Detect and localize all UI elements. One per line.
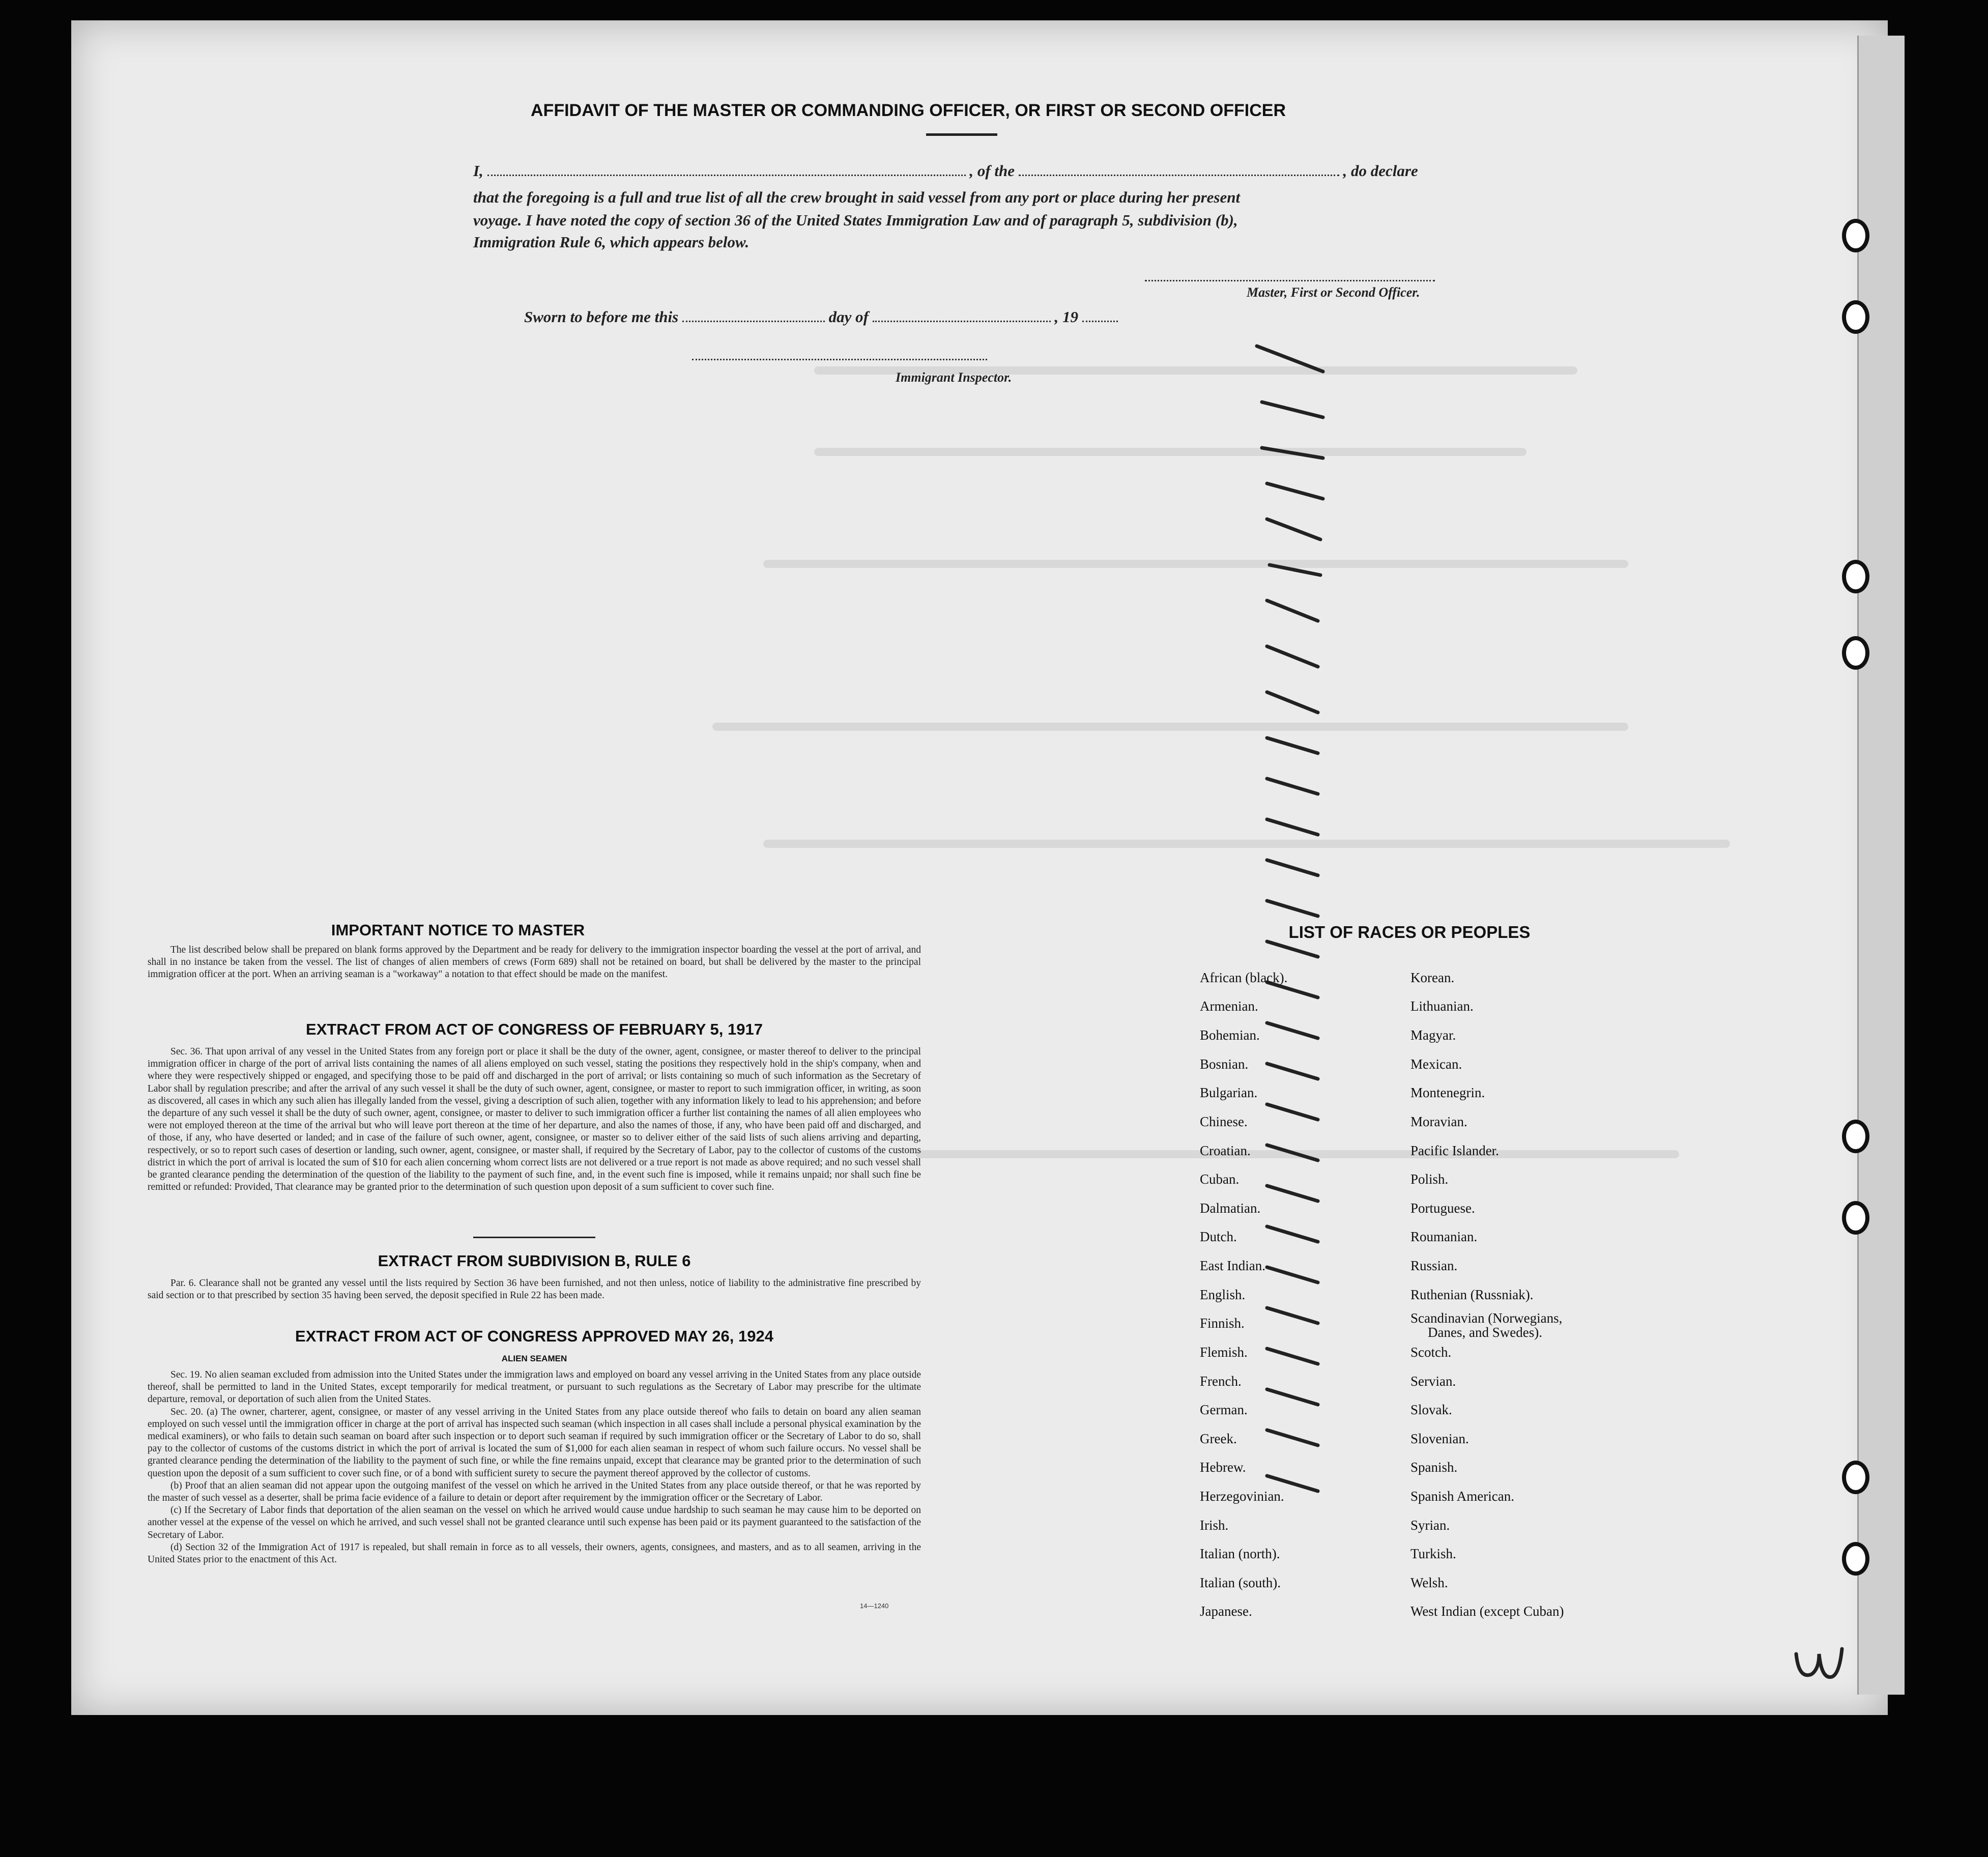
race-item: Italian (north).	[1200, 1546, 1280, 1561]
race-item: Spanish American.	[1410, 1489, 1514, 1504]
binder-hole	[1842, 1542, 1869, 1576]
affidavit-line4: Immigration Rule 6, which appears below.	[473, 233, 750, 251]
sworn-month-field[interactable]	[873, 321, 1051, 322]
race-item: Korean.	[1410, 970, 1455, 985]
races-heading: LIST OF RACES OR PEOPLES	[1288, 923, 1531, 941]
race-item: Hebrew.	[1200, 1460, 1246, 1475]
notice-text	[148, 944, 921, 981]
race-item: Bosnian.	[1200, 1056, 1249, 1072]
race-item: Scandinavian (Norwegians,	[1410, 1310, 1563, 1326]
binder-hole	[1842, 300, 1869, 334]
race-item: Italian (south).	[1200, 1575, 1281, 1590]
race-item: Polish.	[1410, 1172, 1449, 1187]
race-item: Servian.	[1410, 1374, 1456, 1389]
race-item: English.	[1200, 1287, 1246, 1302]
sworn-year: , 19	[1054, 308, 1078, 326]
binder-hole	[1842, 1461, 1869, 1494]
race-item: African (black).	[1200, 970, 1288, 985]
race-item: Dutch.	[1200, 1229, 1237, 1244]
extract-1917-heading: EXTRACT FROM ACT OF CONGRESS OF FEBRUARY 5, 1917	[306, 1020, 763, 1038]
race-item: Chinese.	[1200, 1114, 1248, 1129]
signature-line[interactable]	[1145, 280, 1435, 281]
form-number: 14—1240	[860, 1602, 889, 1610]
affidavit-i: I,	[473, 162, 483, 180]
binder-hole	[1842, 560, 1869, 593]
race-item: Slovak.	[1410, 1402, 1452, 1417]
sec36-paragraph: Sec. 36. That upon arrival of any vessel in the United States from any foreign port or place it shall be the duty of the owner, agent, consignee, or master thereof to deliver to the principal immigration officer in charge of the port of arrival lists containing the names of all aliens employed on such vessel, stating the positions they respectively hold in the ship's company, when and where they were respectively shipped or engaged, and specifying those to be paid off and discharged in the port of arrival; or lists containing so much of such information as the Secretary of Labor shall by regulation prescribe; and after the arrival of any such vessel it shall be the duty of such owner, agent, consignee, or master to report to such immigration officer, in writing, as soon as discovered, all cases in which any such alien has illegally landed from the vessel, giving a description of such alien, together with any information likely to lead to his apprehension; and before the departure of any such vessel it shall be the duty of such owner, agent, consignee, or master to deliver to such immigration officer a further list containing the names of all alien employees who were not employed thereon at the time of the arrival but who will leave port thereon at the time of her departure, and also the names of those, if any, who have been paid off and discharged, and of those, if any, who have deserted or landed; and in case of the failure of such owner, agent, consignee, or master so to deliver either of the said lists of such aliens arriving and departing, respectively, or so to report such cases of desertion or landing, such owner, agent, consignee, or master shall, if required by the Secretary of Labor, pay to the collector of customs of the customs district in which the port of arrival is located the sum of $10 for each alien concerning whom correct lists are not delivered or a true report is not made as above required; and no such vessel shall be granted clearance pending the determination of the question of the liability to the payment of such fine, and, in the event such fine is imposed, while it remains unpaid; nor shall such fine be remitted or refunded: Provided, That clearance may be granted prior to the determination of such question upon deposit of a sum sufficient to cover such fine.	[148, 1046, 921, 1193]
name-field[interactable]	[487, 175, 966, 176]
race-item: Finnish.	[1200, 1316, 1245, 1331]
page-edge	[1857, 36, 1905, 1695]
race-item: Herzegovinian.	[1200, 1489, 1284, 1504]
notice-paragraph: The list described below shall be prepared on blank forms approved by the Department and be ready for delivery to the immigration inspector boarding the vessel at the port of arrival, and shall in no instance be taken from the vessel. The list of changes of alien members of crews (Form 689) shall not be retained on board, but shall be delivered by the master to the principal immigration officer at the port. When an arriving seaman is a "workaway" a notation to that effect should be made on the manifest.	[148, 945, 921, 980]
binder-hole	[1842, 1201, 1869, 1235]
sec20b-paragraph: (b) Proof that an alien seaman did not appear upon the outgoing manifest of the vessel on which he arrived in the United States from any place outside thereof, or that he was reported by the master of such vessel as a deserter, shall be prima facie evidence of a failure to detain or deport after requirement by the immigration officer or the Secretary of Labor.	[148, 1480, 921, 1504]
race-item: Greek.	[1200, 1431, 1237, 1446]
affidavit-line3: voyage. I have noted the copy of section 36 of the United States Immigration Law and of paragraph 5, subdivision (b),	[473, 211, 1238, 229]
affidavit-of-the: , of the	[969, 162, 1015, 180]
race-item: Bulgarian.	[1200, 1085, 1258, 1100]
handwritten-initial	[1791, 1639, 1852, 1690]
race-item: West Indian (except Cuban)	[1410, 1604, 1564, 1619]
alien-seamen-subheading: ALIEN SEAMEN	[501, 1354, 567, 1363]
sworn-day-of: day of	[828, 308, 869, 326]
race-item: Slovenian.	[1410, 1431, 1469, 1446]
signature-label: Master, First or Second Officer.	[1247, 285, 1420, 300]
race-item: Lithuanian.	[1410, 998, 1474, 1014]
rule6-paragraph: Par. 6. Clearance shall not be granted any vessel until the lists required by Section 36 have been furnished, and not then unless, notice of liability to the administrative fine prescribed by said section or to that prescribed by section 35 having been served, the deposit specified in Rule 22 has been made.	[148, 1278, 921, 1301]
race-item: Japanese.	[1200, 1604, 1252, 1619]
race-item: Russian.	[1410, 1258, 1458, 1273]
sec20a-paragraph: Sec. 20. (a) The owner, charterer, agent, consignee, or master of any vessel arriving in the United States from any place outside thereof who fails to detain on board any alien seaman employed on such vessel until the immigration officer in charge at the port of arrival has inspected such seaman (which inspection in all cases shall include a personal physical examination by the medical examiners), or who fails to detain such seaman on board after such inspection or to deport such seaman if required by such immigration officer or the Secretary of Labor to do so, shall pay to the collector of customs of the customs district in which the port of arrival is located the sum of $1,000 for each alien seaman in respect of whom such failure occurs. No vessel shall be granted clearance pending the determination of the liability to the payment of such fine, or while the fine remains unpaid, except that clearance may be granted prior to the determination of such question upon the deposit of a sum sufficient to cover such fine, or of a bond with sufficient surety to secure the payment thereof approved by the collector of customs.	[148, 1406, 921, 1479]
binder-hole	[1842, 1120, 1869, 1153]
race-item: Danes, and Swedes).	[1428, 1325, 1542, 1340]
sworn-line	[524, 308, 1118, 326]
rule6-text	[148, 1277, 921, 1302]
race-item: German.	[1200, 1402, 1248, 1417]
race-item: Croatian.	[1200, 1143, 1251, 1158]
race-item: Dalmatian.	[1200, 1201, 1261, 1216]
sworn-day-field[interactable]	[682, 321, 825, 322]
race-item: Spanish.	[1410, 1460, 1458, 1475]
vessel-field[interactable]	[1019, 175, 1339, 176]
race-item: Bohemian.	[1200, 1027, 1260, 1043]
sworn-prefix: Sworn to before me this	[524, 308, 679, 326]
race-item: Mexican.	[1410, 1056, 1462, 1072]
extract-1924-heading: EXTRACT FROM ACT OF CONGRESS APPROVED MAY 26, 1924	[295, 1327, 773, 1345]
race-item: Cuban.	[1200, 1172, 1240, 1187]
affidavit-heading: AFFIDAVIT OF THE MASTER OR COMMANDING OFFICER, OR FIRST OR SECOND OFFICER	[531, 101, 1286, 120]
binder-hole	[1842, 636, 1869, 670]
race-item: Welsh.	[1410, 1575, 1448, 1590]
race-item: Irish.	[1200, 1518, 1229, 1533]
race-item: Flemish.	[1200, 1345, 1248, 1360]
race-item: Portuguese.	[1410, 1201, 1475, 1216]
race-item: Turkish.	[1410, 1546, 1456, 1561]
race-item: French.	[1200, 1374, 1242, 1389]
inspector-label: Immigrant Inspector.	[896, 370, 1012, 385]
race-item: Magyar.	[1410, 1027, 1456, 1043]
inspector-signature-line[interactable]	[692, 359, 987, 360]
affidavit-line2: that the foregoing is a full and true list of all the crew brought in said vessel from any port or place during her present	[473, 188, 1241, 206]
sec20d-paragraph: (d) Section 32 of the Immigration Act of 1917 is repealed, but shall remain in force as to all vessels, their owners, agents, consignees, and masters, and as to all seamen, arriving in the United States prior to the enactment of this Act.	[148, 1541, 921, 1565]
race-item: Pacific Islander.	[1410, 1143, 1499, 1158]
extract-1917-text	[148, 1046, 921, 1193]
race-item: Moravian.	[1410, 1114, 1467, 1129]
rule6-heading: EXTRACT FROM SUBDIVISION B, RULE 6	[378, 1252, 691, 1270]
heading-rule	[926, 133, 997, 136]
notice-heading: IMPORTANT NOTICE TO MASTER	[331, 921, 585, 939]
race-item: East Indian.	[1200, 1258, 1265, 1273]
section-rule	[473, 1237, 595, 1238]
extract-1924-text	[148, 1369, 921, 1566]
sec20c-paragraph: (c) If the Secretary of Labor finds that deportation of the alien seaman on the vessel on which he arrived would cause undue hardship to such seaman he may cause him to be deported on another vessel at the expense of the vessel on which he arrived, and such vessel shall not be granted clearance until such expense has been paid or its payment guaranteed to the satisfaction of the Secretary of Labor.	[148, 1505, 921, 1540]
race-item: Armenian.	[1200, 998, 1258, 1014]
race-item: Ruthenian (Russniak).	[1410, 1287, 1534, 1302]
sworn-year-field[interactable]	[1082, 321, 1118, 322]
affidavit-line1	[473, 162, 1418, 180]
binder-hole	[1842, 219, 1869, 252]
race-item: Roumanian.	[1410, 1229, 1478, 1244]
affidavit-declare: , do declare	[1343, 162, 1418, 180]
race-item: Syrian.	[1410, 1518, 1450, 1533]
sec19-paragraph: Sec. 19. No alien seaman excluded from admission into the United States under the immigration laws and employed on board any vessel arriving in the United States from any place outside thereof, shall be permitted to land in the United States, except temporarily for medical treatment, or pursuant to such regulations as the Secretary of Labor may prescribe for the ultimate departure, removal, or deportation of such alien from the United States.	[148, 1369, 921, 1405]
race-item: Scotch.	[1410, 1345, 1452, 1360]
race-item: Montenegrin.	[1410, 1085, 1485, 1100]
